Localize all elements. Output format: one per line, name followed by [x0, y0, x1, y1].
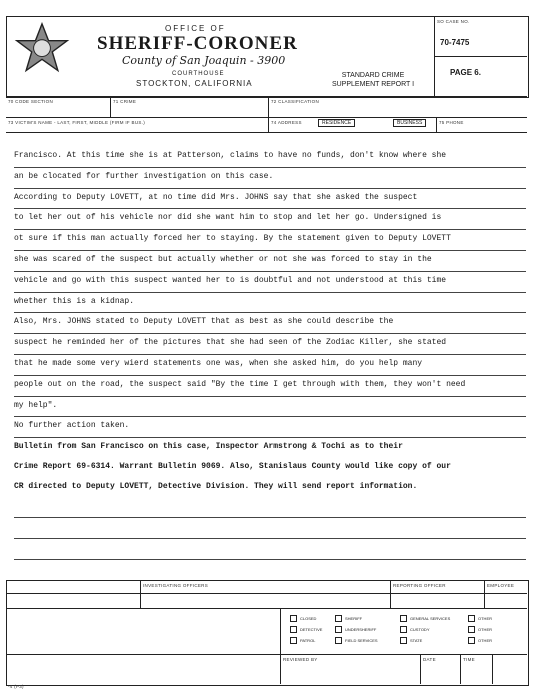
routing-checkbox[interactable] [468, 615, 475, 622]
footer-divider [492, 654, 493, 684]
routing-checkbox-label: UNDERSHERIFF [345, 627, 377, 632]
routing-checkbox-label: DETECTIVE [300, 627, 323, 632]
routing-checkbox[interactable] [290, 626, 297, 633]
narrative-line: an be clocated for further investigation on this case. [14, 168, 526, 189]
footer-divider [6, 654, 527, 655]
case-number: 70-7475 [440, 38, 470, 47]
time-label: TIME [463, 657, 475, 662]
code-section-label: 70 CODE SECTION [8, 99, 54, 104]
narrative-line-bold: CR directed to Deputy LOVETT, Detective Division. They will send report information. [14, 481, 418, 491]
classification-label: 72 CLASSIFICATION [271, 99, 320, 104]
employee-label: EMPLOYEE [487, 583, 515, 588]
footer-divider [140, 580, 141, 608]
field-divider [110, 96, 111, 117]
routing-checkbox-label: GENERAL SERVICES [410, 616, 451, 621]
routing-checkbox-label: PATROL [300, 638, 316, 643]
narrative-line: whether this is a kidnap. [14, 293, 526, 314]
routing-checkbox-label: SHERIFF [345, 616, 363, 621]
routing-checkbox[interactable] [335, 615, 342, 622]
blank-line [14, 518, 526, 539]
crime-label: 71 CRIME [113, 99, 137, 104]
routing-checkbox-label: OTHER [478, 638, 492, 643]
routing-checkbox-label: FIELD SERVICES [345, 638, 378, 643]
routing-checkbox[interactable] [400, 615, 407, 622]
routing-checkbox[interactable] [400, 626, 407, 633]
reporting-officer-label: REPORTING OFFICER [393, 583, 446, 588]
victim-name-label: 73 VICTIM'S NAME - LAST, FIRST, MIDDLE (FIRM IF BUS.) [8, 120, 146, 125]
routing-checkbox[interactable] [335, 626, 342, 633]
routing-checkbox[interactable] [335, 637, 342, 644]
narrative-line: vehicle and go with this suspect wanted her to is doubtful and not understood at this time [14, 272, 526, 293]
routing-checkbox[interactable] [400, 637, 407, 644]
narrative-line-bold: Crime Report 69-6314. Warrant Bulletin 9069. Also, Stanislaus County would like copy of our [14, 461, 451, 471]
footer-box [6, 580, 529, 686]
narrative-line: No further action taken. [14, 417, 526, 438]
field-row-divider [6, 117, 527, 118]
footer-divider [6, 608, 527, 609]
office-of-label: OFFICE OF [165, 24, 226, 33]
routing-checkbox[interactable] [290, 637, 297, 644]
footer-divider [6, 593, 527, 594]
narrative-line: suspect he reminded her of the pictures that she had seen of the Zodiac Killer, she stated [14, 334, 526, 355]
county-label: County of San Joaquin - 3900 [122, 54, 286, 67]
narrative-line: to let her out of his vehicle nor did she want him to stop and let her go. Undersigned is [14, 209, 526, 230]
sheriff-badge-icon [14, 22, 70, 78]
field-divider [436, 117, 437, 132]
narrative-line: ot sure if this man actually forced her to staying. By the statement given to Deputy LOVETT [14, 230, 526, 251]
footer-divider [460, 654, 461, 684]
date-label: DATE [423, 657, 436, 662]
footer-divider [390, 580, 391, 608]
blank-line [14, 560, 526, 581]
footer-divider [280, 608, 281, 684]
narrative-line-bold: Bulletin from San Francisco on this case, Inspector Armstrong & Tochi as to their [14, 442, 403, 452]
business-box: BUSINESS [393, 119, 426, 127]
case-no-label: SO CASE NO. [437, 19, 470, 24]
field-row-divider [6, 132, 527, 133]
routing-checkbox-label: CLOSED [300, 616, 317, 621]
routing-checkbox-label: STATE [410, 638, 423, 643]
form-number: -4 (P3) [8, 684, 24, 689]
address-label: 74 ADDRESS [271, 120, 302, 125]
narrative-line: Also, Mrs. JOHNS stated to Deputy LOVETT that as best as she could describe the [14, 313, 526, 334]
blank-line [14, 498, 526, 519]
routing-checkbox-label: CUSTODY [410, 627, 430, 632]
page-number: PAGE 6. [450, 68, 481, 77]
narrative-line: Francisco. At this time she is at Patterson, claims to have no funds, don't know where she [14, 147, 526, 168]
narrative-line: my help". [14, 397, 526, 418]
narrative-line: she was scared of the suspect but actually whether or not she was forced to stay in the [14, 251, 526, 272]
footer-divider [420, 654, 421, 684]
narrative-line: people out on the road, the suspect said "By the time I get through with them, they won't need [14, 376, 526, 397]
narrative-body [14, 147, 526, 581]
phone-label: 75 PHONE [439, 120, 464, 125]
report-type [318, 71, 428, 89]
field-divider [268, 96, 269, 132]
investigating-officers-label: INVESTIGATING OFFICERS [143, 583, 209, 588]
narrative-line: According to Deputy LOVETT, at no time did Mrs. JOHNS say that she asked the suspect [14, 189, 526, 210]
reviewed-by-label: REVIEWED BY [283, 657, 318, 662]
report-type-line1: STANDARD CRIME [341, 72, 405, 79]
agency-title: SHERIFF-CORONER [97, 33, 298, 54]
field-row-divider [6, 96, 527, 97]
header-divider [434, 56, 527, 57]
routing-checkbox[interactable] [290, 615, 297, 622]
footer-divider [484, 580, 485, 608]
routing-checkbox-label: OTHER [478, 627, 492, 632]
report-type-line2: SUPPLEMENT REPORT I [331, 81, 415, 88]
routing-checkbox[interactable] [468, 637, 475, 644]
narrative-line: that he made some very wierd statements one was, when she asked him, do you help many [14, 355, 526, 376]
courthouse-label: COURTHOUSE [172, 71, 225, 77]
residence-box: RESIDENCE [318, 119, 355, 127]
city-label: STOCKTON, CALIFORNIA [136, 79, 253, 88]
routing-checkbox[interactable] [468, 626, 475, 633]
routing-checkbox-label: OTHER [478, 616, 492, 621]
blank-line [14, 539, 526, 560]
